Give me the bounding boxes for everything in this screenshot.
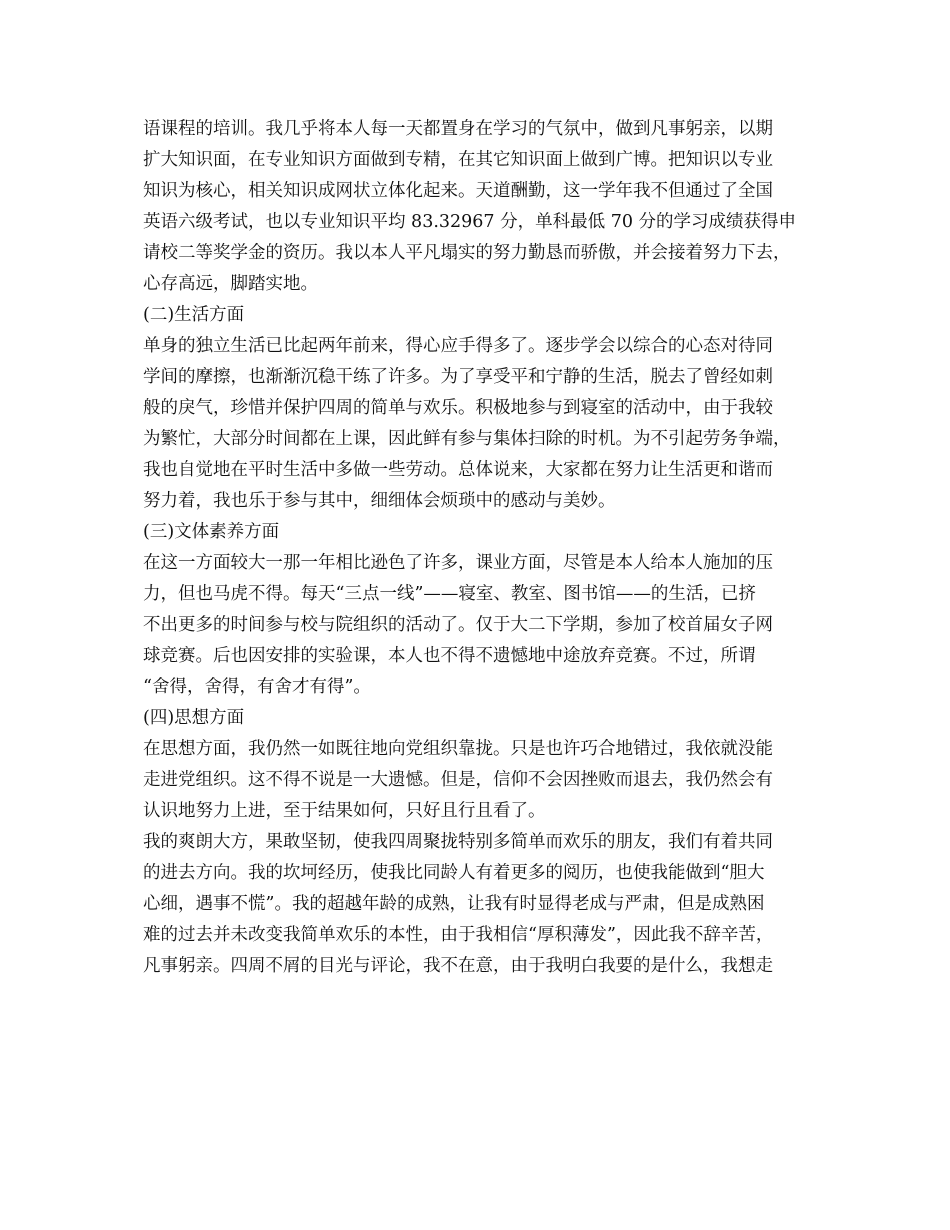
body-line: “舍得，舍得，有舍才有得”。 <box>143 677 371 697</box>
body-line: 不出更多的时间参与校与院组织的活动了。仅于大二下学期，参加了校首届女子网 <box>143 615 773 635</box>
body-line: 为繁忙，大部分时间都在上课，因此鲜有参与集体扫除的时机。为不引起劳务争端， <box>143 429 791 449</box>
body-line: 努力着，我也乐于参与其中，细细体会烦琐中的感动与美妙。 <box>143 491 616 511</box>
body-line: 的进去方向。我的坎坷经历，使我比同龄人有着更多的阅历，也使我能做到“胆大 <box>143 863 765 883</box>
section-heading-thought: (四)思想方面 <box>143 708 245 728</box>
document-body <box>143 114 833 982</box>
body-line: 球竞赛。后也因安排的实验课，本人也不得不遗憾地中途放弃竞赛。不过，所谓 <box>143 646 756 666</box>
body-line: 单身的独立生活已比起两年前来，得心应手得多了。逐步学会以综合的心态对待同 <box>143 336 773 356</box>
body-line: 难的过去并未改变我简单欢乐的本性，由于我相信“厚积薄发”，因此我不辞辛苦， <box>143 925 774 945</box>
body-line: 请校二等奖学金的资历。我以本人平凡塌实的努力勤恳而骄傲，并会接着努力下去， <box>143 243 791 263</box>
body-line: 语课程的培训。我几乎将本人每一天都置身在学习的气氛中，做到凡事躬亲，以期 <box>143 119 773 139</box>
body-line: 心细，遇事不慌”。我的超越年龄的成熟，让我有时显得老成与严肃，但是成熟困 <box>143 894 765 914</box>
section-heading-life: (二)生活方面 <box>143 305 245 325</box>
body-line: 凡事躬亲。四周不屑的目光与评论，我不在意，由于我明白我要的是什么，我想走 <box>143 956 773 976</box>
body-line: 走进党组织。这不得不说是一大遗憾。但是，信仰不会因挫败而退去，我仍然会有 <box>143 770 773 790</box>
section-heading-culture-sports: (三)文体素养方面 <box>143 522 280 542</box>
body-line: 心存高远，脚踏实地。 <box>143 274 318 294</box>
body-line: 力，但也马虎不得。每天“三点一线”——寝室、教室、图书馆——的生活，已挤 <box>143 584 756 604</box>
body-line: 般的戾气，珍惜并保护四周的简单与欢乐。积极地参与到寝室的活动中，由于我较 <box>143 398 773 418</box>
body-line: 认识地努力上进，至于结果如何，只好且行且看了。 <box>143 801 546 821</box>
body-line: 扩大知识面，在专业知识方面做到专精，在其它知识面上做到广博。把知识以专业 <box>143 150 773 170</box>
body-line: 知识为核心，相关知识成网状立体化起来。天道酬勤，这一学年我不但通过了全国 <box>143 181 773 201</box>
body-line: 在思想方面，我仍然一如既往地向党组织靠拢。只是也许巧合地错过，我依就没能 <box>143 739 773 759</box>
body-line: 我也自觉地在平时生活中多做一些劳动。总体说来，大家都在努力让生活更和谐而 <box>143 460 773 480</box>
body-line: 英语六级考试，也以专业知识平均 83.32967 分，单科最低 70 分的学习成绩获得申 <box>143 212 797 232</box>
body-line: 在这一方面较大一那一年相比逊色了许多，课业方面，尽管是本人给本人施加的压 <box>143 553 773 573</box>
body-line: 学间的摩擦，也渐渐沉稳干练了许多。为了享受平和宁静的生活，脱去了曾经如刺 <box>143 367 773 387</box>
body-line: 我的爽朗大方，果敢坚韧，使我四周聚拢特别多简单而欢乐的朋友，我们有着共同 <box>143 832 773 852</box>
